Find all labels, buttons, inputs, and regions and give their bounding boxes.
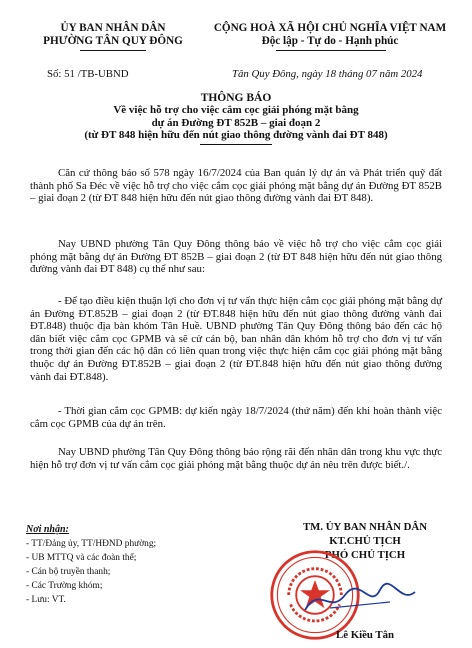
document-subtitle xyxy=(30,104,442,142)
paragraph-details xyxy=(30,295,442,383)
signature-line2: KT.CHỦ TỊCH xyxy=(329,535,401,547)
signature-line1: TM. ỦY BAN NHÂN DÂN xyxy=(302,521,428,533)
recipients-label: Nơi nhận: xyxy=(26,524,69,535)
paragraph-text: Nay UBND phường Tân Quy Đông thông báo rộng rãi đến nhân dân trong khu vực thực hiện hỗ trợ đơn vị tư vấn cắm cọc giải phóng mặt bằng thuộc dự án nêu trên được biết./. xyxy=(30,446,442,471)
subtitle-line2: dự án Đường ĐT 852B – giai đoạn 2 xyxy=(151,116,321,129)
signer-name: Lê Kiều Tân xyxy=(336,629,394,641)
recipient-item: - Cán bộ truyền thanh; xyxy=(26,567,111,577)
subtitle-line1: Về việc hỗ trợ cho việc cắm cọc giải phóng mặt bằng xyxy=(113,104,359,116)
paragraph-text: - Để tạo điều kiện thuận lợi cho đơn vị tư vấn thực hiện cắm cọc giải phóng mặt bằng dự án Đường ĐT.852B – giai đoạn 2 (từ ĐT.848 hiện hữu đến nút giao thông đường vành đai ĐT.848) thuộc địa bàn khóm Tân Huề. UBND phường Tân Quy Đông thông báo đến các hộ dân biết việc cắm cọc GPMB và sẽ cử cán bộ, ban nhân dân khóm hỗ trợ cho đơn vị tư vấn trong thời gian đến các hộ dân có liên quan trong việc thực hiện cắm cọc giải phóng mặt bằng thuộc dự án Đường ĐT.852B – giai đoạn 2 (từ ĐT.848 hiện hữu đến nút giao thông đường vành đai ĐT.848). xyxy=(30,295,442,383)
recipient-item: - Lưu: VT. xyxy=(26,595,66,605)
document-title: THÔNG BÁO xyxy=(200,92,272,104)
recipient-item: - TT/Đảng ủy, TT/HĐND phường; xyxy=(26,539,157,549)
org-name-line2: PHƯỜNG TÂN QUY ĐÔNG xyxy=(43,35,183,47)
nation-underline xyxy=(276,50,386,51)
nation-motto: CỘNG HOÀ XÃ HỘI CHỦ NGHĨA VIỆT NAM xyxy=(213,22,447,34)
paragraph-text: - Thời gian cắm cọc GPMB: dự kiến ngày 18/7/2024 (thứ năm) đến khi hoàn thành việc cắm cọc GPMB của dự án trên. xyxy=(30,405,442,430)
org-header xyxy=(18,22,208,48)
paragraph-text: Nay UBND phường Tân Quy Đông thông báo về việc hỗ trợ cho việc cắm cọc giải phóng mặt bằng dự án Đường ĐT 852B – giai đoạn 2 (từ ĐT 848 hiện hữu đến nút giao thông đường vành đai ĐT 848) cụ thể như sau: xyxy=(30,238,442,276)
paragraph-closing xyxy=(30,446,442,471)
recipient-item: - UB MTTQ và các đoàn thể; xyxy=(26,553,137,563)
paragraph-announcement xyxy=(30,238,442,276)
recipients-block xyxy=(26,523,156,607)
recipient-item: - Các Trường khóm; xyxy=(26,581,103,591)
paragraph-schedule xyxy=(30,405,442,430)
paragraph-legal-basis xyxy=(30,167,442,205)
subtitle-line3: (từ ĐT 848 hiện hữu đến nút giao thông đường vành đai ĐT 848) xyxy=(84,129,388,141)
handwritten-signature-icon xyxy=(300,580,420,620)
signature-line3: PHÓ CHỦ TỊCH xyxy=(324,549,406,561)
subtitle-underline xyxy=(200,144,272,145)
nation-slogan: Độc lập - Tự do - Hạnh phúc xyxy=(261,35,399,47)
org-underline xyxy=(80,50,146,51)
issue-date: Tân Quy Đông, ngày 18 tháng 07 năm 2024 xyxy=(232,68,423,80)
paragraph-text: Căn cứ thông báo số 578 ngày 16/7/2024 của Ban quản lý dự án và Phát triển quỹ đất thành phố Sa Đéc về việc hỗ trợ cho việc cắm cọc giải phóng mặt bằng dự án Đường ĐT 852B – giai đoạn 2 (từ ĐT 848 hiện hữu đến nút giao thông đường vành đai ĐT 848). xyxy=(30,167,442,205)
document-number: Số: 51 /TB-UBND xyxy=(47,68,129,80)
org-name-line1: ỦY BAN NHÂN DÂN xyxy=(60,22,166,34)
nation-header xyxy=(190,22,470,48)
